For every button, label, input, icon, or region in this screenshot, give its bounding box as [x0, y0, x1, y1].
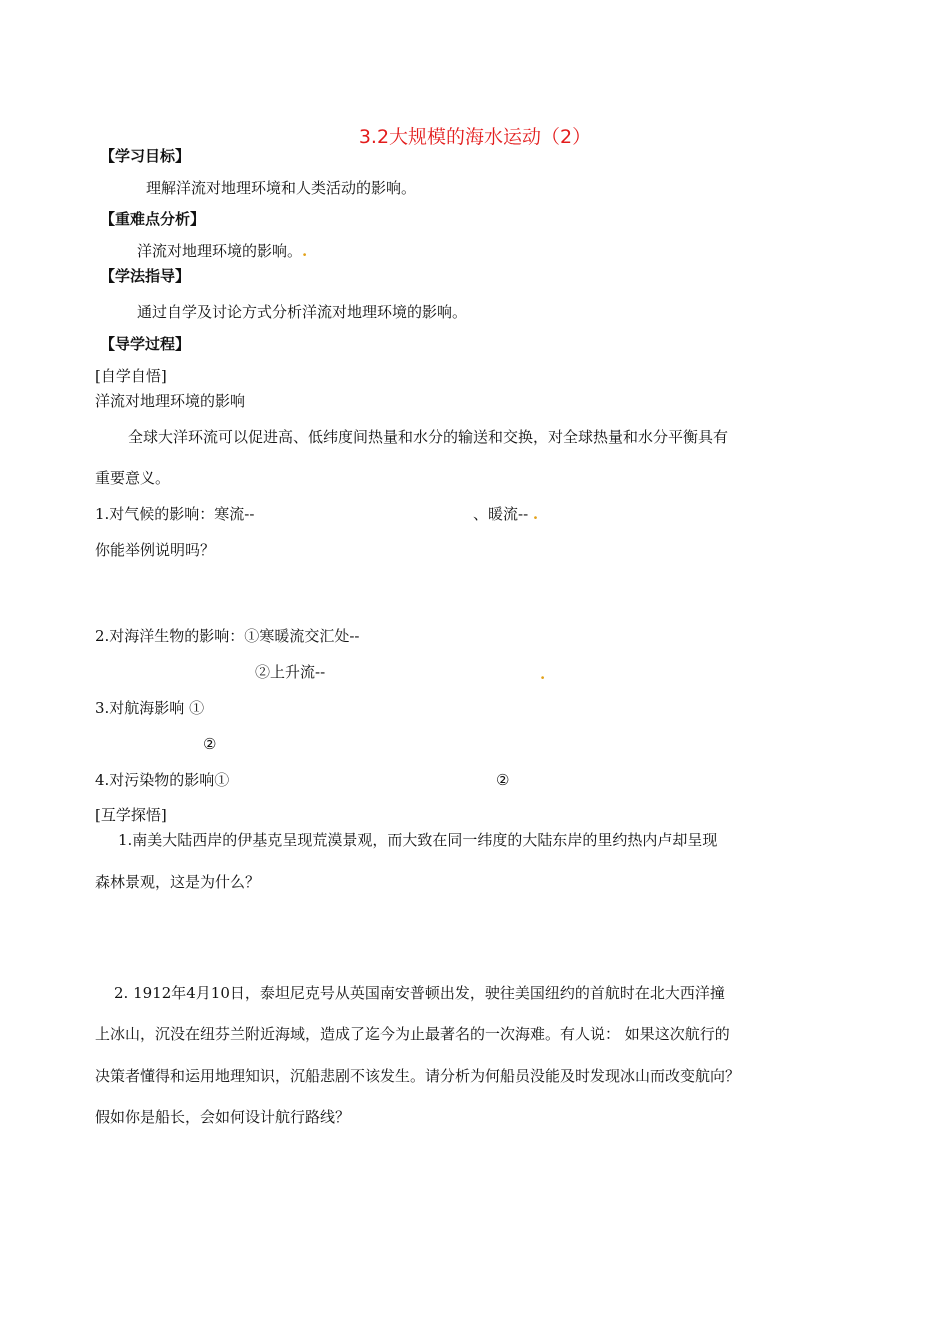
highlight-mark: .: [540, 665, 546, 683]
question-climate-warm: 、暖流-- .: [473, 505, 539, 523]
mutual-question-2-line-4: 假如你是船长，会如何设计航行路线？: [95, 1108, 351, 1126]
key-heading: 【重难点分析】: [100, 210, 206, 228]
question-navigation: 3.对航海影响 ①: [95, 699, 205, 717]
question-climate: 1.对气候的影响：寒流--: [95, 505, 255, 523]
question-marine-life: 2.对海洋生物的影响：①寒暖流交汇处--: [95, 627, 360, 645]
question-pollution: 4.对污染物的影响①: [95, 771, 230, 789]
self-study-paragraph-line-1: 全球大洋环流可以促进高、低纬度间热量和水分的输送和交换，对全球热量和水分平衡具有: [128, 428, 729, 446]
question-navigation-2: ②: [203, 735, 217, 753]
mutual-study-heading: [互学探悟]: [95, 806, 167, 824]
key-text: 洋流对地理环境的影响。.: [137, 242, 308, 260]
self-study-subheading: 洋流对地理环境的影响: [95, 392, 246, 410]
process-heading: 【导学过程】: [100, 335, 191, 353]
goal-heading: 【学习目标】: [100, 147, 191, 165]
highlight-mark: .: [532, 505, 539, 523]
mutual-question-2-line-2: 上冰山，沉没在纽芬兰附近海域，造成了迄今为止最著名的一次海难。有人说： 如果这次航行的: [95, 1025, 730, 1043]
mutual-question-2-line-3: 决策者懂得和运用地理知识，沉船悲剧不该发生。请分析为何船员没能及时发现冰山而改变航向？: [95, 1067, 741, 1085]
method-heading: 【学法指导】: [100, 267, 191, 285]
mutual-question-1-line-1: 1.南美大陆西岸的伊基克呈现荒漠景观，而大致在同一纬度的大陆东岸的里约热内卢却呈现: [118, 831, 718, 849]
mutual-question-1-line-2: 森林景观，这是为什么？: [95, 873, 261, 891]
question-example: 你能举例说明吗？: [95, 541, 216, 559]
goal-text: 理解洋流对地理环境和人类活动的影响。: [146, 179, 417, 197]
mutual-question-2-line-1: 2. 1912年4月10日，泰坦尼克号从英国南安普顿出发，驶往美国纽约的首航时在北大西洋撞: [114, 984, 725, 1002]
question-upwelling: ②上升流--: [255, 663, 326, 681]
page-title: 3.2大规模的海水运动（2）: [358, 126, 592, 148]
self-study-heading: [自学自悟]: [95, 367, 167, 385]
method-text: 通过自学及讨论方式分析洋流对地理环境的影响。: [137, 303, 468, 321]
self-study-paragraph-line-2: 重要意义。: [95, 469, 171, 487]
question-pollution-2: ②: [496, 771, 510, 789]
highlight-mark: .: [302, 242, 308, 260]
